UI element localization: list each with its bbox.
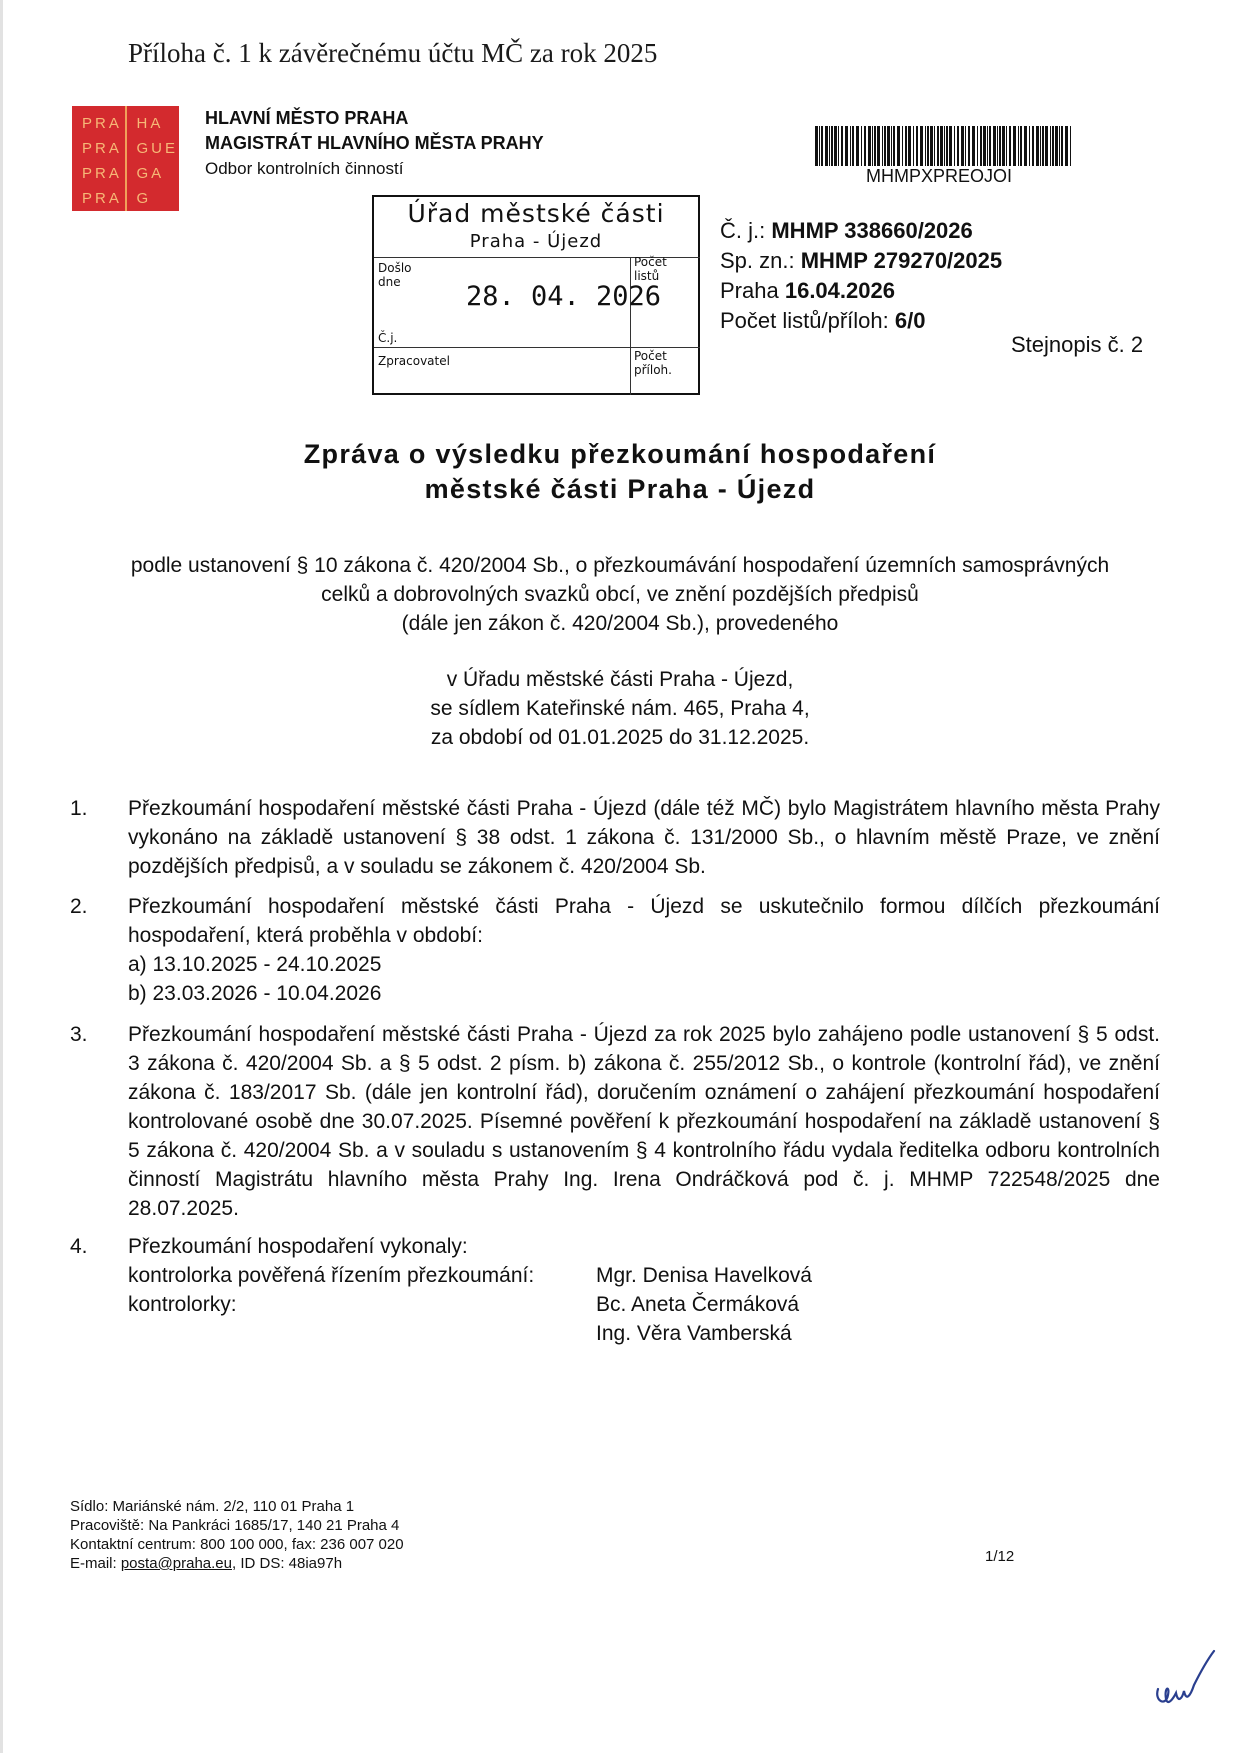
logo-text: G [136,190,152,207]
item-number: 4. [70,1235,88,1258]
office-line: za období od 01.01.2025 do 31.12.2025. [430,726,810,749]
intro-paragraph [0,551,1240,638]
numbered-item [70,1232,1160,1348]
stamp-title: Úřad městské části [407,199,665,228]
spzn-label: Sp. zn.: [720,248,795,273]
logo-text: PRA [82,165,122,182]
logo-column-left [72,106,125,211]
numbered-item [70,794,1160,881]
staff-row [128,1319,1160,1348]
footer [70,1497,404,1573]
letterhead-city: HLAVNÍ MĚSTO PRAHA [205,108,409,128]
letterhead [205,106,544,181]
letterhead-magistrate: MAGISTRÁT HLAVNÍHO MĚSTA PRAHY [205,133,544,153]
annex-line: Příloha č. 1 k závěrečnému účtu MČ za rok 2025 [128,38,658,68]
item-text: Přezkoumání hospodaření městské části Praha - Újezd se uskutečnilo formou dílčích přezkoumání hospodaření, která proběhla v období: [128,895,1160,947]
item-number: 2. [70,895,88,918]
date-label: Praha [720,278,779,303]
others-name: Bc. Aneta Čermáková [596,1293,800,1316]
stamp-sheets-label: Počet listů [634,255,667,283]
item-number: 3. [70,1023,88,1046]
office-line: v Úřadu městské části Praha - Újezd, [446,668,794,691]
title-line: Zpráva o výsledku přezkoumání hospodaření [303,439,937,469]
spzn-value: MHMP 279270/2025 [800,248,1003,273]
others-label: kontrolorky: [128,1293,237,1316]
logo-text: PRA [82,190,122,207]
logo-text: PRA [82,115,122,132]
email-link[interactable]: posta@praha.eu [120,1555,232,1572]
barcode [815,126,1075,166]
intro-line: podle ustanovení § 10 zákona č. 420/2004 Sb., o přezkoumávání hospodaření územních samosprávných [130,554,1110,577]
received-stamp [372,195,700,395]
logo-column-right [125,106,180,211]
intro-line: (dále jen zákon č. 420/2004 Sb.), provedeného [401,612,839,635]
copy-number: Stejnopis č. 2 [1011,332,1144,357]
item-text: Přezkoumání hospodaření vykonaly: [128,1235,468,1258]
footer-contact: Kontaktní centrum: 800 100 000, fax: 236 007 020 [70,1536,404,1553]
reference-block [720,216,1002,336]
staff-row [128,1261,1160,1290]
stamp-attachments-label: Počet příloh. [634,349,672,377]
logo-text: GA [136,165,165,182]
logo-text: HA [136,115,164,132]
footer-workplace: Pracoviště: Na Pankráci 1685/17, 140 21 Praha 4 [70,1517,400,1534]
cj-value: MHMP 338660/2026 [771,218,973,243]
period-b: b) 23.03.2026 - 10.04.2026 [128,982,382,1005]
stamp-received-label: Došlo dne [378,261,412,289]
barcode-text: MHMPXPREOJOI [866,166,1013,186]
numbered-item [70,892,1160,1008]
page-number: 1/12 [985,1548,1015,1565]
cj-label: Č. j.: [720,218,766,243]
footer-seat: Sídlo: Mariánské nám. 2/2, 110 01 Praha 1 [70,1498,355,1515]
sheets-label: Počet listů/příloh: [720,308,889,333]
office-paragraph [0,665,1240,752]
stamp-processor-label: Zpracovatel [378,354,450,368]
lead-label: kontrolorka pověřená řízením přezkoumání: [128,1264,535,1287]
stamp-ref-label: Č.j. [378,331,398,345]
item-text: Přezkoumání hospodaření městské části Praha - Újezd (dále též MČ) bylo Magistrátem hlavního města Prahy vykonáno na základě ustanovení § 38 odst. 1 zákona č. 131/2000 Sb., o hlavním městě Praze, ve znění pozdějších předpisů, a v souladu se zákonem č. 420/2004 Sb. [128,797,1160,878]
others-name: Ing. Věra Vamberská [596,1322,792,1345]
document-title [0,437,1240,507]
logo-text: PRA [82,140,122,157]
numbered-item [70,1020,1160,1223]
date-value: 16.04.2026 [784,278,895,303]
logo-text: GUE [136,140,179,157]
letterhead-department: Odbor kontrolních činností [205,159,404,178]
office-line: se sídlem Kateřinské nám. 465, Praha 4, [430,697,810,720]
stamp-subtitle: Praha - Újezd [469,231,603,252]
period-a: a) 13.10.2025 - 24.10.2025 [128,953,382,976]
scan-edge [0,0,3,1753]
data-box-id: , ID DS: 48ia97h [231,1555,343,1572]
item-number: 1. [70,797,88,820]
stamp-received-date: 28. 04. 2026 [466,281,662,312]
lead-name: Mgr. Denisa Havelková [596,1264,812,1287]
handwritten-signature [1150,1645,1220,1710]
email-label: E-mail: [70,1555,117,1572]
item-text: Přezkoumání hospodaření městské části Praha - Újezd za rok 2025 bylo zahájeno podle ustanovení § 5 odst. 3 zákona č. 420/2004 Sb. a § 5 odst. 2 písm. b) zákona č. 255/2012 Sb., o kontrole (kontrolní řád), ve znění zákona č. 183/2017 Sb. (dále jen kontrolní řád), doručením oznámení o zahájení přezkoumání hospodaření kontrolované osobě dne 30.07.2025. Písemné pověření k přezkoumání hospodaření na základě ustanovení § 5 zákona č. 420/2004 Sb. a v souladu s ustanovením § 4 kontrolního řádu vydala ředitelka odboru kontrolních činností Magistrátu hlavního města Prahy Ing. Irena Ondráčková pod č. j. MHMP 722548/2025 dne 28.07.2025. [128,1023,1160,1220]
praha-logo [72,106,179,211]
intro-line: celků a dobrovolných svazků obcí, ve znění pozdějších předpisů [321,583,919,606]
sheets-value: 6/0 [894,308,926,333]
title-line: městské části Praha - Újezd [424,474,816,504]
staff-row [128,1290,1160,1319]
